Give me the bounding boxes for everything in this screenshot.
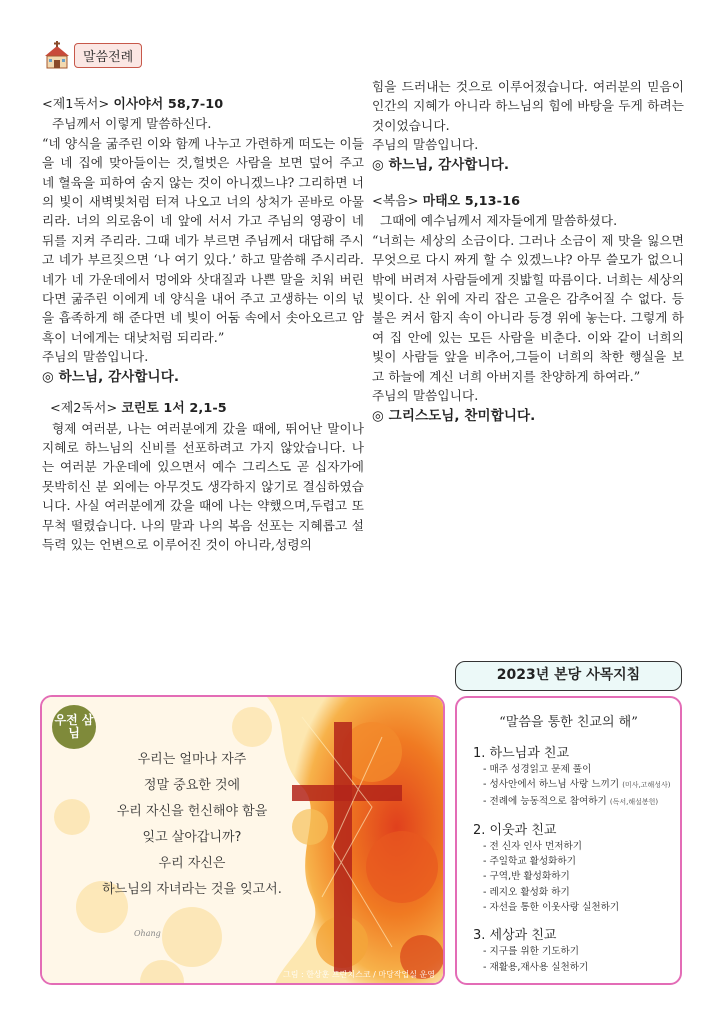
- first-reading-ref: 이사야서 58,7-10: [113, 97, 224, 112]
- reading-column-left: [42, 95, 364, 554]
- guide-item: [483, 900, 670, 915]
- first-reading-label: <제1독서>: [42, 97, 110, 112]
- church-icon: [42, 40, 72, 70]
- second-reading-ref: 코린토 1서 2,1-5: [121, 401, 227, 417]
- guide-item: [483, 869, 670, 884]
- pastoral-guide-motto: “말씀을 통한 친교의 해”: [499, 715, 638, 730]
- guide-item-text: - 구역,반 활성화하기: [483, 871, 570, 883]
- guide-item-text: - 주일학교 활성화하기: [483, 856, 576, 868]
- guide-item-text: - 매주 성경읽고 문제 풀이: [483, 764, 592, 775]
- second-reading-heading: [42, 399, 364, 418]
- poem-line: 우리는 얼마나 자주: [137, 752, 247, 767]
- guide-item-text: - 재활용,재사용 실천하기: [483, 961, 589, 973]
- guide-item-note: (미사,고해성사): [622, 781, 671, 790]
- guide-item-text: - 전 신자 인사 먼저하기: [483, 840, 583, 852]
- reading-column-right: [372, 77, 684, 426]
- gospel-response: ◎ 그리스도님, 찬미합니다.: [372, 407, 536, 424]
- gospel-ref: 마태오 5,13-16: [422, 194, 521, 210]
- second-reading-body-part1: 형제 여러분, 나는 여러분에게 갔을 때에, 뛰어난 말이나 지혜로 하느님의 신비를 선포하려고 가지 않았습니다. 나는 여러분 가운데에 있으면서 예수 그리스도 곧 십자가에 못박히신 분 외에는 아무것도 생각하지 않기로 결심하였습니다. 사실 여러분에게 갔을 때에 나는 약했으며,두렵고 또 무척 떨렸습니다. 나의 말과 나의 복음 선포는 지혜롭고 설득력 있는 언변으로 이루어진 것이 아니라,성령의: [42, 420, 364, 552]
- guide-item: [483, 960, 670, 975]
- guide-item: [483, 944, 670, 959]
- gospel-closing: 주님의 말씀입니다.: [372, 388, 479, 404]
- guide-item-text: - 레지오 활성화 하기: [483, 886, 570, 898]
- second-reading-label: <제2독서>: [50, 401, 118, 417]
- second-reading-response: ◎ 하느님, 감사합니다.: [372, 156, 510, 173]
- poem-line: 하느님의 자녀라는 것을 잊고서.: [102, 882, 282, 897]
- section-title: 말씀전례: [74, 43, 142, 68]
- guide-section-heading: 1. 하느님과 친교: [473, 746, 570, 761]
- artwork-poem: [82, 747, 302, 903]
- guide-item: [483, 777, 670, 793]
- first-reading-intro: 주님께서 이렇게 말씀하신다.: [52, 116, 212, 132]
- guide-item-text: - 전례에 능동적으로 참여하기: [483, 795, 607, 807]
- guide-item-text: - 성사안에서 하느님 사랑 느끼기: [483, 779, 620, 791]
- guide-section-heading: 2. 이웃과 친교: [473, 822, 557, 838]
- poem-line: 우리 자신은: [158, 856, 226, 871]
- second-reading-body-part2: 힘을 드러내는 것으로 이루어졌습니다. 여러분의 믿음이 인간의 지혜가 아니라 하느님의 힘에 바탕을 두게 하려는 것이었습니다.: [372, 79, 684, 133]
- poem-line: 잊고 살아갑니까?: [142, 830, 242, 845]
- second-reading-closing: 주님의 말씀입니다.: [372, 137, 479, 153]
- guide-item: [483, 885, 670, 900]
- gospel-heading: [372, 192, 684, 211]
- pastoral-guide-title: 2023년 본당 사목지침: [455, 661, 682, 691]
- guide-item-text: - 자선을 통한 이웃사랑 실천하기: [483, 902, 620, 914]
- gospel-intro: 그때에 예수님께서 제자들에게 말씀하셨다.: [380, 213, 618, 229]
- guide-item: [483, 854, 670, 869]
- gospel-label: <복음>: [372, 194, 419, 210]
- artwork-logo: 우전 삼님: [52, 705, 96, 749]
- first-reading-heading: [42, 95, 364, 114]
- first-reading-closing: 주님의 말씀입니다.: [42, 349, 149, 365]
- guide-item: [483, 794, 670, 810]
- section-header: [42, 40, 142, 70]
- gospel-body: “너희는 세상의 소금이다. 그러나 소금이 제 맛을 잃으면 무엇으로 다시 짜게 할 수 있겠느냐? 아무 쓸모가 없으니 밖에 버려져 사람들에게 짓밟힐 따름이다. 너희는 세상의 빛이다. 산 위에 자리 잡은 고을은 감추어질 수 없다. 등불은 켜서 함지 속이 아니라 등경 위에 놓는다. 그렇게 하여 집 안에 있는 모든 사람을 비춘다. 이와 같이 너희의 빛이 사람들 앞을 비추어,그들이 너희의 착한 행실을 보고 하늘에 계신 너희 아버지를 찬양하게 하여라.”: [372, 232, 684, 384]
- guide-item: [483, 839, 670, 854]
- poem-line: 우리 자신을 헌신해야 함을: [116, 804, 268, 819]
- guide-item: [483, 762, 670, 777]
- first-reading-response: ◎ 하느님, 감사합니다.: [42, 368, 180, 385]
- artwork-credit: 그림 : 한상훈 프란치스코 / 마당작업실 운영: [282, 970, 435, 979]
- guide-item-note: (독서,해설봉헌): [609, 797, 659, 806]
- poem-line: 정말 중요한 것에: [143, 778, 241, 793]
- artwork-panel: [40, 695, 445, 985]
- artwork-signature: Ohang: [134, 929, 161, 938]
- pastoral-guide-box: [455, 696, 682, 985]
- first-reading-body: “네 양식을 굶주린 이와 함께 나누고 가련하게 떠도는 이들을 네 집에 맞아들이는 것,헐벗은 사람을 보면 덮어 주고 네 혈육을 피하여 숨지 않는 것이 아니겠느냐? 그리하면 너의 빛이 새벽빛처럼 터져 나오고 너의 상처가 곧바로 아물리라. 너의 의로움이 네 앞에 서서 가고 주님의 영광이 네 뒤를 지켜 주리라. 그때 네가 부르면 주님께서 대답해 주시고 네가 부르짖으면 ‘나 여기 있다.’ 하고 말씀해 주시리라. 네가 네 가운데에서 멍에와 삿대질과 나쁜 말을 치워 버린다면 굶주린 이에게 네 양식을 내어 주고 고생하는 이의 넋을 흡족하게 해 준다면 네 빛이 어둠 속에서 솟아오르고 암흑이 너에게는 대낮처럼 되리라.”: [42, 135, 364, 345]
- guide-section-heading: 3. 세상과 친교: [473, 928, 557, 944]
- guide-item-text: - 지구를 위한 기도하기: [483, 946, 580, 958]
